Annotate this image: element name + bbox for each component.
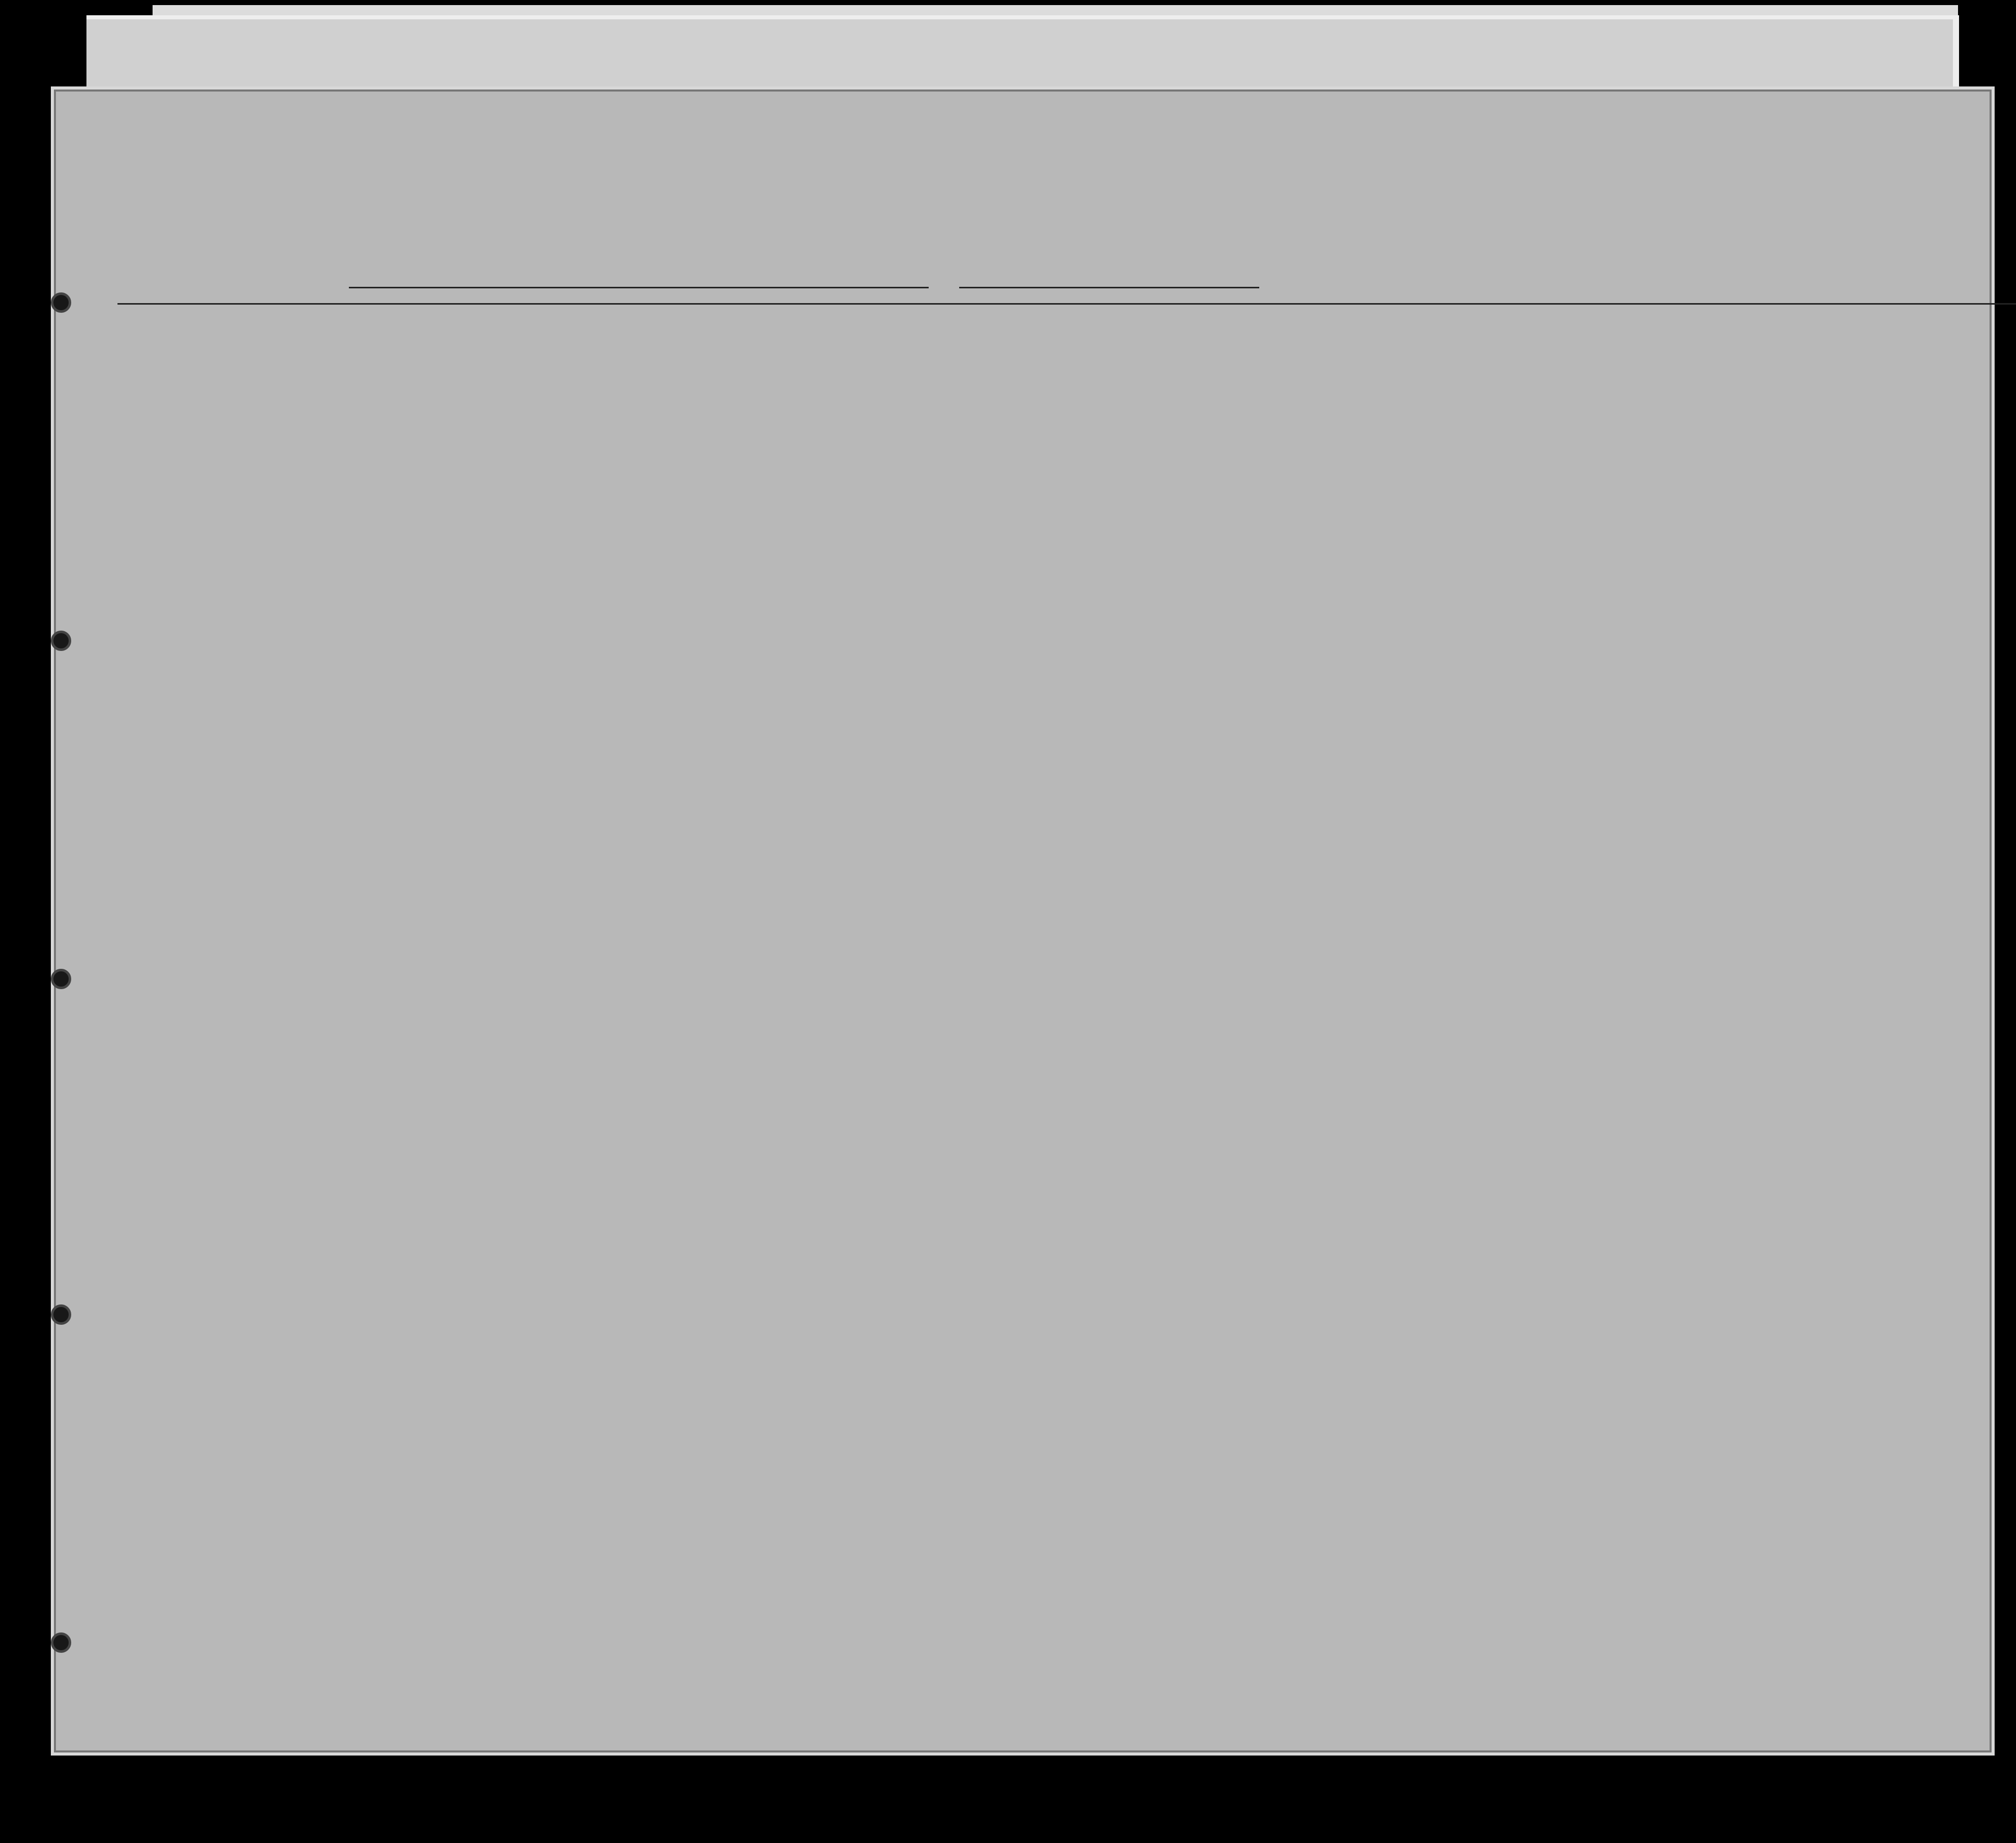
binder-ring-icon xyxy=(51,1632,71,1653)
manifest-table xyxy=(117,303,2016,1779)
binder-ring-icon xyxy=(51,969,71,989)
binder-ring-icon xyxy=(51,631,71,651)
date-underline xyxy=(959,287,1259,288)
binder-ring-icon xyxy=(51,292,71,313)
manifest-sheet xyxy=(51,86,1995,1756)
port-underline xyxy=(349,287,929,288)
binder-ring-icon xyxy=(51,1304,71,1325)
